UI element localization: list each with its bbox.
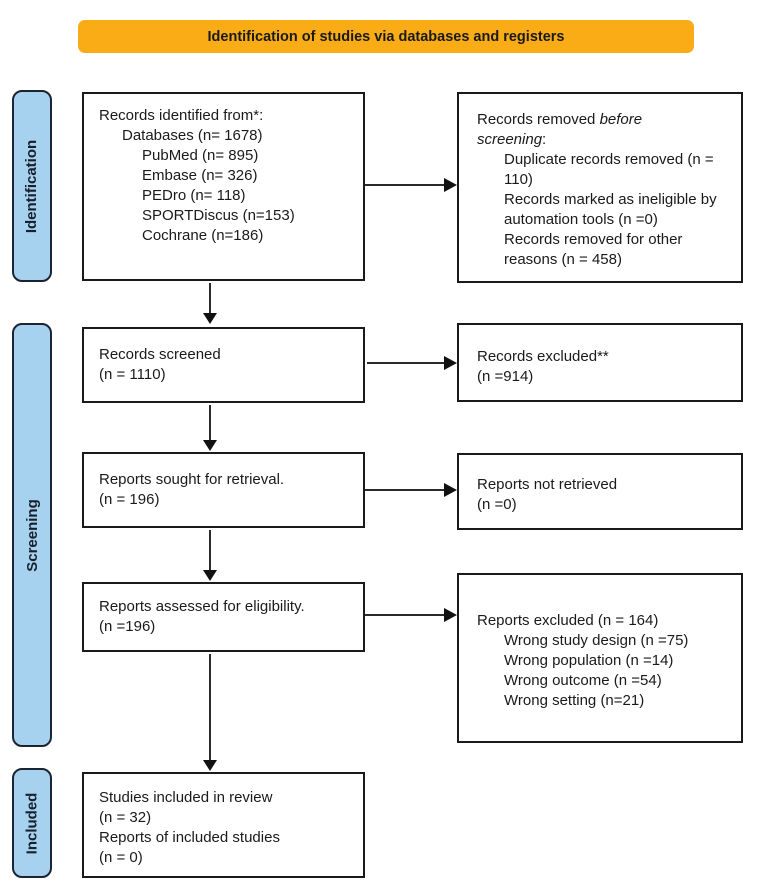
phase-bar-identification [12, 90, 52, 282]
box-line: Records excluded** [477, 348, 609, 365]
arrow-assessed-to-included [209, 654, 211, 760]
box-line: Records marked as ineligible by automation tools (n =0) [504, 191, 717, 228]
box-line: Databases (n= 1678) [122, 127, 263, 144]
box-reports-excluded [457, 573, 743, 743]
box-studies-included [82, 772, 365, 878]
box-line: PEDro (n= 118) [142, 187, 246, 204]
box-line: (n =914) [477, 368, 534, 385]
arrow-sought-to-assessed [209, 530, 211, 570]
box-line: (n = 1110) [99, 366, 166, 383]
box-line: Records removed for other reasons (n = 458) [504, 231, 683, 268]
box-line: Embase (n= 326) [142, 167, 258, 184]
box-line: PubMed (n= 895) [142, 147, 259, 164]
box-line: Records screened [99, 346, 221, 363]
box-line: Cochrane (n=186) [142, 227, 264, 244]
arrow-sought-to-not-retrieved [365, 489, 444, 491]
box-line [477, 110, 729, 150]
box-line-text: : [542, 131, 547, 148]
box-line: Duplicate records removed (n = 110) [504, 151, 714, 188]
box-line: (n = 0) [99, 849, 143, 866]
phase-bar-screening [12, 323, 52, 747]
box-line: (n = 196) [99, 491, 160, 508]
arrow-identified-to-screened [209, 283, 211, 313]
phase-bar-included [12, 768, 52, 878]
box-line: (n =0) [477, 496, 517, 513]
box-line: (n =196) [99, 618, 156, 635]
arrow-screened-to-sought [209, 405, 211, 440]
box-line: Reports assessed for eligibility. [99, 598, 305, 615]
box-line: Reports of included studies [99, 829, 280, 846]
box-records-removed [457, 92, 743, 283]
diagram-title: Identification of studies via databases and registers [207, 28, 565, 45]
box-reports-assessed [82, 582, 365, 652]
box-line: Records identified from*: [99, 107, 264, 124]
box-line: Wrong study design (n =75) [504, 632, 689, 649]
box-records-excluded [457, 323, 743, 402]
box-line: (n = 32) [99, 809, 152, 826]
box-records-screened [82, 327, 365, 403]
box-line-italic: screening [477, 131, 543, 148]
box-line-text: Records removed [477, 111, 600, 128]
phase-label-screening: Screening [23, 498, 41, 572]
box-line: Reports not retrieved [477, 476, 618, 493]
box-line: Wrong population (n =14) [504, 652, 674, 669]
phase-label-included: Included [23, 792, 41, 854]
phase-label-identification: Identification [23, 139, 41, 233]
box-reports-not-retrieved [457, 453, 743, 530]
diagram-title-banner [78, 20, 694, 53]
arrow-assessed-to-reports-excluded [365, 614, 444, 616]
box-line: Wrong setting (n=21) [504, 692, 645, 709]
box-reports-sought [82, 452, 365, 528]
box-line: Reports excluded (n = 164) [477, 612, 659, 629]
arrow-screened-to-excluded [367, 362, 444, 364]
arrow-identified-to-removed [365, 184, 444, 186]
box-line: Reports sought for retrieval. [99, 471, 285, 488]
box-line-italic: before [599, 111, 643, 128]
box-records-identified [82, 92, 365, 281]
box-line: Wrong outcome (n =54) [504, 672, 662, 689]
box-line: Studies included in review [99, 789, 273, 806]
box-line: SPORTDiscus (n=153) [142, 207, 295, 224]
